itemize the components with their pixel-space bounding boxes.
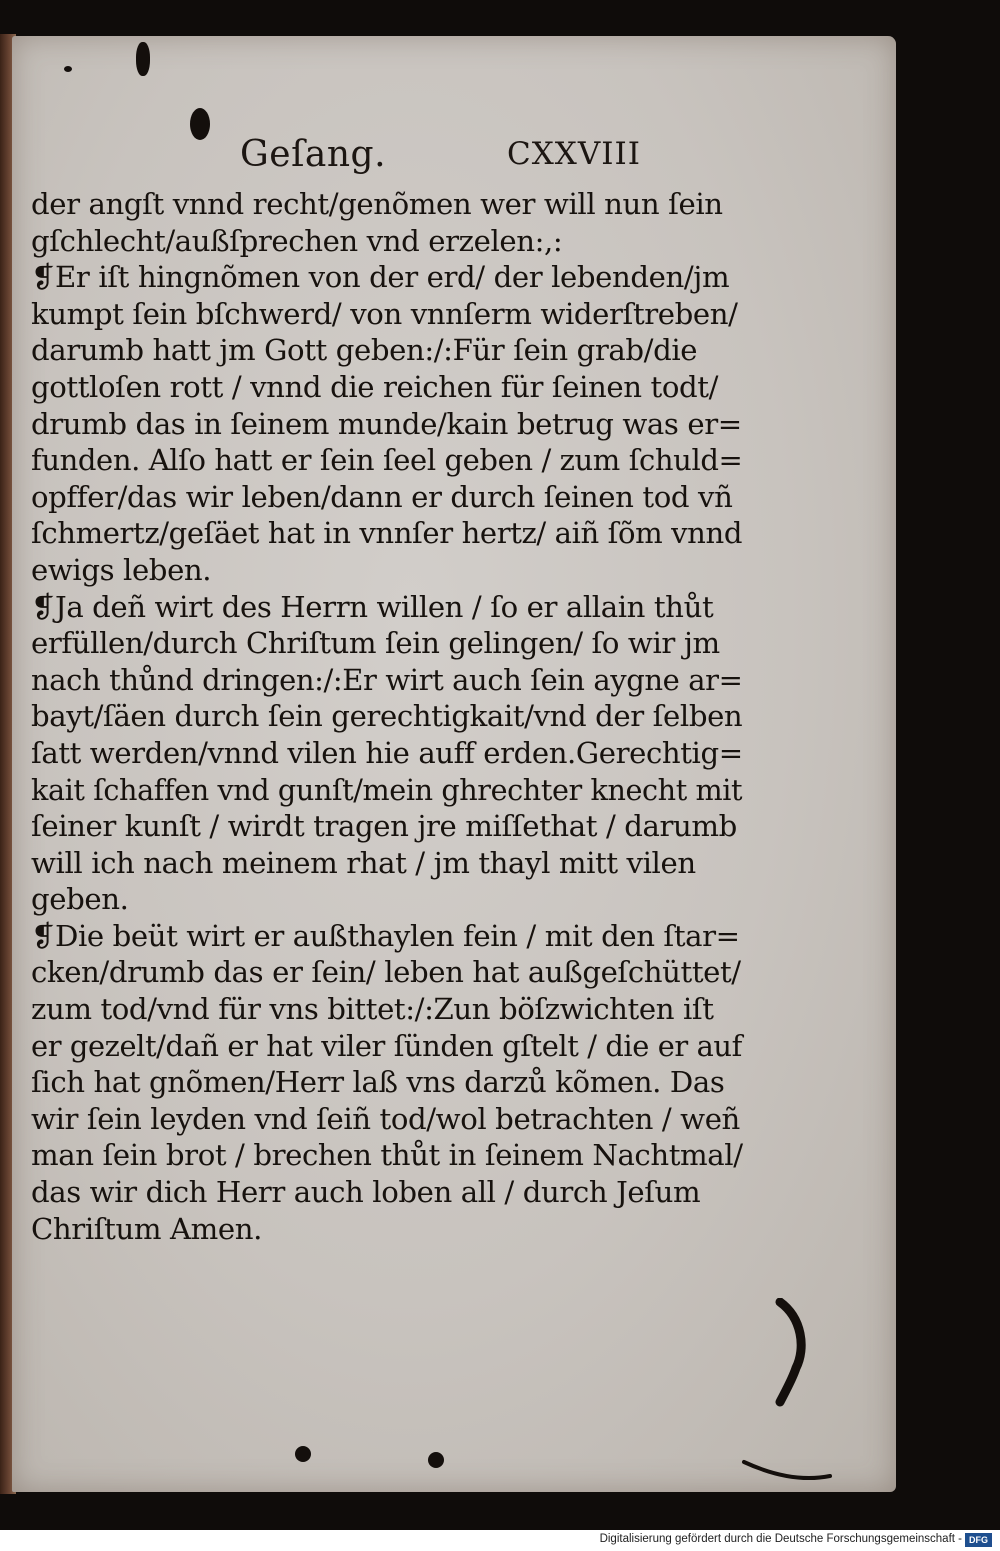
text-line: drumb das in ſeinem munde/kain betrug was er= <box>31 406 742 441</box>
text-line: geben. <box>31 882 129 917</box>
folio-number: CXXVIII <box>507 136 641 172</box>
bracket-mark <box>772 1298 812 1408</box>
ink-speck <box>295 1446 311 1462</box>
text-line: darumb hatt jm Gott geben:/:Für ſein grab/die <box>31 333 698 368</box>
stroke-mark <box>740 1448 870 1488</box>
book-page <box>12 36 896 1492</box>
text-line: funden. Alſo hatt er ſein ſeel geben / zum ſchuld= <box>31 443 743 478</box>
text-line: ſich hat gnõmen/Herr laß vns darzů kõmen. Das <box>31 1065 725 1100</box>
text-line: wir ſein leyden vnd ſeiñ tod/wol betrachten / weñ <box>31 1101 740 1136</box>
footer-bar <box>0 1530 1000 1551</box>
text-line: ❡Er iſt hingnõmen von der erd/ der lebenden/jm <box>31 260 730 295</box>
text-line: bayt/ſäen durch ſein gerechtigkait/vnd der ſelben <box>31 699 743 734</box>
text-line: cken/drumb das er ſein/ leben hat außgeſchüttet/ <box>31 955 741 990</box>
page-body <box>31 186 751 1247</box>
text-line: er gezelt/dañ er hat viler ſünden gſtelt / die er auf <box>31 1028 742 1063</box>
text-line: ſeiner kunſt / wirdt tragen jre miſſethat / darumb <box>31 809 737 844</box>
ink-speck <box>428 1452 444 1468</box>
text-line: gſchlecht/außſprechen vnd erzelen:,: <box>31 223 563 258</box>
text-line: man ſein brot / brechen thůt in ſeinem Nachtmal/ <box>31 1138 743 1173</box>
text-line: kait ſchaffen vnd gunſt/mein ghrechter knecht mit <box>31 772 743 807</box>
ink-speck <box>64 66 72 72</box>
text-line: ❡Ja deñ wirt des Herrn willen / ſo er allain thůt <box>31 589 714 624</box>
text-line: ſchmertz/geſäet hat in vnnſer hertz/ aiñ ſõm vnnd <box>31 516 743 551</box>
funding-credit: Digitalisierung gefördert durch die Deutsche Forschungsgemeinschaft - <box>599 1533 962 1545</box>
dfg-logo: DFG <box>965 1533 992 1547</box>
text-line: nach thůnd dringen:/:Er wirt auch ſein aygne ar= <box>31 662 743 697</box>
text-line: kumpt ſein bſchwerd/ von vnnſerm widerſtreben/ <box>31 296 738 331</box>
ink-speck <box>190 108 210 140</box>
text-line: das wir dich Herr auch loben all / durch Jeſum <box>31 1175 701 1210</box>
running-head: Geſang. <box>240 134 387 175</box>
text-line: erfüllen/durch Chriſtum ſein gelingen/ ſo wir jm <box>31 626 720 661</box>
text-line: zum tod/vnd für vns bittet:/:Zun böſzwichten iſt <box>31 992 714 1027</box>
text-line: opffer/das wir leben/dann er durch ſeinen tod vñ <box>31 479 733 514</box>
text-line: ❡Die beüt wirt er außthaylen fein / mit den ſtar= <box>31 918 740 953</box>
ink-speck <box>136 42 150 76</box>
text-line: gottloſen rott / vnnd die reichen für ſeinen todt/ <box>31 369 718 404</box>
page-header <box>12 134 896 184</box>
text-line: will ich nach meinem rhat / jm thayl mitt vilen <box>31 845 696 880</box>
text-line: ewigs leben. <box>31 552 212 587</box>
text-line: ſatt werden/vnnd vilen hie auff erden.Gerechtig= <box>31 735 743 770</box>
text-line: Chriſtum Amen. <box>31 1211 262 1246</box>
text-line: der angſt vnnd recht/genõmen wer will nun ſein <box>31 187 723 221</box>
